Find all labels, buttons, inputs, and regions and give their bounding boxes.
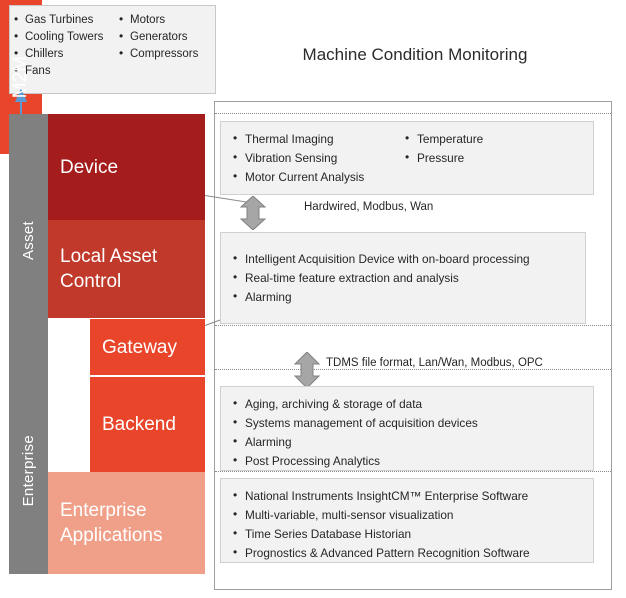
list-item: • Real-time feature extraction and analysis	[231, 269, 530, 288]
detail-panel-device	[220, 121, 594, 195]
spine-label-asset	[9, 114, 48, 368]
layer-label-enterprise-applications: Enterprise Applications	[60, 500, 163, 546]
list-item: • Pressure	[403, 149, 553, 168]
m2m-backend-list	[231, 395, 583, 471]
spine-enterprise-text: Enterprise	[20, 435, 37, 507]
list-item: • Generators	[117, 29, 212, 46]
layer-block-device	[48, 114, 205, 220]
list-item: • National Instruments InsightCM™ Enterprise Software	[231, 487, 583, 506]
detail-panel-local-asset-control	[220, 232, 586, 324]
local-asset-control-list	[231, 250, 530, 307]
connector-label-gateway-backend: TDMS file format, Lan/Wan, Modbus, OPC	[326, 357, 543, 369]
detail-panel-m2m-backend	[220, 386, 594, 471]
spine-asset-text: Asset	[20, 221, 37, 261]
divider	[215, 325, 611, 326]
list-item: • Chillers	[12, 46, 117, 63]
list-item: • Gas Turbines	[12, 12, 117, 29]
list-item: • Multi-variable, multi-sensor visualization	[231, 506, 583, 525]
enterprise-applications-list	[231, 487, 583, 563]
list-item: • Prognostics & Advanced Pattern Recognition Software	[231, 544, 583, 563]
page-title: Machine Condition Monitoring	[302, 45, 528, 64]
layer-label-gateway: Gateway	[102, 336, 177, 358]
list-item: • Alarming	[231, 433, 583, 452]
equipment-callout	[9, 5, 216, 94]
list-item: • Motor Current Analysis	[231, 168, 403, 187]
divider	[215, 471, 611, 472]
layer-block-backend	[90, 375, 205, 472]
list-item: • Aging, archiving & storage of data	[231, 395, 583, 414]
detail-panel-enterprise-applications	[220, 478, 594, 563]
spine-label-enterprise	[9, 368, 48, 574]
divider	[215, 369, 611, 370]
list-item: • Time Series Database Historian	[231, 525, 583, 544]
double-arrow-icon-device-local	[240, 196, 266, 230]
list-item: • Alarming	[231, 288, 530, 307]
divider	[215, 113, 611, 114]
layer-label-local-asset-control: Local Asset Control	[60, 246, 158, 292]
device-list-column-2	[403, 130, 553, 187]
layer-block-local-asset-control	[48, 220, 205, 318]
device-list-column-1	[231, 130, 403, 187]
list-item: • Motors	[117, 12, 212, 29]
list-item: • Compressors	[117, 46, 212, 63]
connector-label-device-local: Hardwired, Modbus, Wan	[304, 201, 434, 213]
layer-label-device: Device	[60, 156, 119, 178]
list-item: • Cooling Towers	[12, 29, 117, 46]
layer-block-enterprise-applications	[48, 472, 205, 574]
double-arrow-icon-gateway-backend	[294, 352, 320, 388]
layer-block-gateway	[90, 318, 205, 375]
list-item: • Fans	[12, 63, 117, 80]
equipment-list-column-2	[117, 12, 212, 93]
list-item: • Thermal Imaging	[231, 130, 403, 149]
list-item: • Post Processing Analytics	[231, 452, 583, 471]
list-item: • Temperature	[403, 130, 553, 149]
list-item: • Vibration Sensing	[231, 149, 403, 168]
list-item: • Intelligent Acquisition Device with on-board processing	[231, 250, 530, 269]
list-item: • Systems management of acquisition devices	[231, 414, 583, 433]
layer-label-m2m: M2M	[10, 55, 31, 99]
layer-label-backend: Backend	[102, 414, 176, 435]
